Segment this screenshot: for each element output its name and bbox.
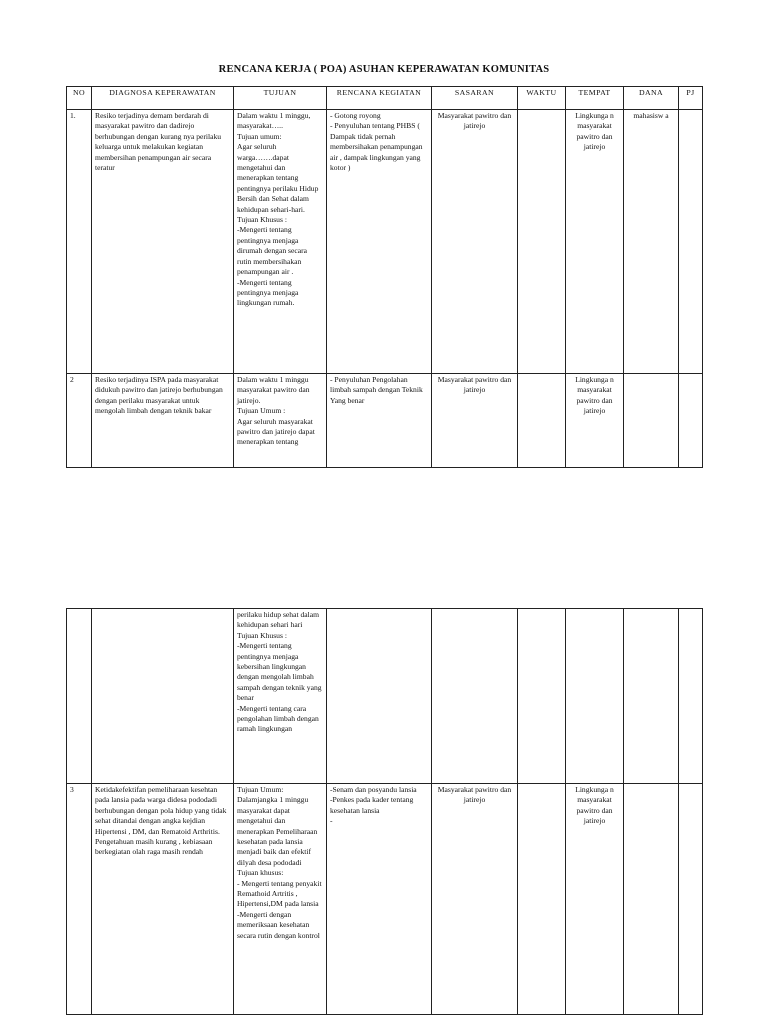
tujuan-line: Tujuan umum:	[237, 131, 282, 141]
rencana-line: - Gotong royong	[330, 111, 381, 120]
rencana-line: -Penkes pada kader tentang kesehatan lansia	[330, 795, 414, 815]
cell-rencana	[327, 609, 432, 784]
cell-dana: mahasisw a	[624, 110, 679, 374]
tujuan-line: -Mengerti tentang pentingnya menjaga dirumah dengan secara rutin membersihakan penampungan air .	[237, 225, 307, 277]
cell-pj	[679, 374, 703, 468]
tujuan-line: Dalam waktu 1 minggu masyarakat pawitro dan jatirejo.	[237, 375, 310, 405]
cell-sasaran: Masyarakat pawitro dan jatirejo	[432, 110, 518, 374]
cell-dana	[624, 374, 679, 468]
cell-rencana	[327, 784, 432, 1015]
cell-dana	[624, 784, 679, 1015]
cell-pj	[679, 784, 703, 1015]
header-diagnosa: DIAGNOSA KEPERAWATAN	[92, 87, 234, 110]
cell-no	[67, 609, 92, 784]
cell-diagnosa	[92, 609, 234, 784]
cell-tempat: Lingkunga n masyarakat pawitro dan jatirejo	[566, 374, 624, 468]
cell-tempat: Lingkunga n masyarakat pawitro dan jatirejo	[566, 784, 624, 1015]
cell-no: 1.	[67, 110, 92, 374]
table-row	[67, 374, 703, 468]
tujuan-line: Agar seluruh warga…….dapat mengetahui dan menerapkan tentang pentingnya perilaku Hidup Bersih dan Sehat dalam kehidupan sehari-hari.	[237, 142, 319, 214]
header-rencana-kegiatan: RENCANA KEGIATAN	[327, 87, 432, 110]
header-sasaran: SASARAN	[432, 87, 518, 110]
header-pj: PJ	[679, 87, 703, 110]
tujuan-line: -Mengerti tentang pentingnya menjaga lingkungan rumah.	[237, 277, 299, 308]
table-header-row	[67, 87, 703, 110]
rencana-line: -Senam dan posyandu lansia	[330, 785, 417, 794]
tujuan-line: -Mengerti tentang cara pengolahan limbah dengan ramah lingkungan	[237, 703, 319, 734]
tujuan-line: Tujuan Khusus :	[237, 215, 287, 225]
cell-tujuan	[234, 609, 327, 784]
header-waktu: WAKTU	[518, 87, 566, 110]
tujuan-line: perilaku hidup sehat dalam kehidupan sehari hari	[237, 610, 320, 630]
cell-waktu	[518, 609, 566, 784]
cell-sasaran	[432, 609, 518, 784]
rencana-line: - Penyuluhan Pengolahan limbah sampah dengan Teknik Yang benar	[330, 375, 423, 405]
tujuan-line: Tujuan Umum :	[237, 406, 286, 416]
tujuan-line: Dalamjangka 1 minggu masyarakat dapat mengetahui dan menerapkan Pemeliharaan kesehatan pada lansia menjadi baik dan efektif dilyah desa pododadi	[237, 795, 318, 867]
cell-sasaran: Masyarakat pawitro dan jatirejo	[432, 374, 518, 468]
tujuan-line: Tujuan Umum:	[237, 785, 284, 794]
header-tempat: TEMPAT	[566, 87, 624, 110]
cell-waktu	[518, 110, 566, 374]
cell-tujuan	[234, 784, 327, 1015]
cell-pj	[679, 110, 703, 374]
tujuan-line: Dalam waktu 1 minggu, masyarakat…..	[237, 111, 311, 131]
header-no: NO	[67, 87, 92, 110]
cell-rencana	[327, 110, 432, 374]
cell-diagnosa: Resiko terjadinya ISPA pada masyarakat didukuh pawitro dan jatirejo berhubungan dengan perilaku masyarakat untuk mengolah limbah dengan teknik bakar	[92, 374, 234, 468]
header-tujuan: TUJUAN	[234, 87, 327, 110]
cell-no: 3	[67, 784, 92, 1015]
cell-dana	[624, 609, 679, 784]
rencana-line: - Penyuluhan tentang PHBS ( Dampak tidak pernah membersihakan penampungan air , dampak lingkungan yang kotor )	[330, 121, 423, 173]
tujuan-line: - Mengerti tentang penyakit Remathoid Artritis , Hipertensi,DM pada lansia	[237, 878, 322, 909]
cell-sasaran: Masyarakat pawitro dan jatirejo	[432, 784, 518, 1015]
rencana-line: -	[330, 816, 333, 826]
cell-tempat	[566, 609, 624, 784]
cell-rencana	[327, 374, 432, 468]
tujuan-line: Tujuan khusus:	[237, 868, 284, 878]
cell-tujuan	[234, 374, 327, 468]
tujuan-line: -Mengerti tentang pentingnya menjaga kebersihan lingkungan dengan mengolah limbah sampah dengan teknik yang benar	[237, 641, 322, 703]
header-dana: DANA	[624, 87, 679, 110]
poa-table-page2	[66, 608, 703, 1015]
cell-diagnosa: Resiko terjadinya demam berdarah di masyarakat pawitro dan dadirejo berhubungan dengan kurang nya perilaku keluarga untuk melakukan kegiatan membersihan penampungan air secara teratur	[92, 110, 234, 374]
document-title: RENCANA KERJA ( POA) ASUHAN KEPERAWATAN KOMUNITAS	[218, 64, 550, 75]
poa-table-page1	[66, 86, 703, 468]
table-row	[67, 110, 703, 374]
tujuan-line: Tujuan Khusus :	[237, 630, 287, 640]
cell-waktu	[518, 784, 566, 1015]
table-row	[67, 784, 703, 1015]
tujuan-line: -Mengerti dengan memeriksaan kesehatan secara rutin dengan kontrol	[237, 909, 320, 940]
cell-tujuan	[234, 110, 327, 374]
cell-diagnosa: Ketidakefektifan pemeliharaan kesehtan pada lansia pada warga didesa pododadi berhubungan dengan pola hidup yang tidak sehat ditandai dengan angka kejdian Hipertensi , DM, dan Rematoid Arthritis. Pengetahuan masih kurang , kebiasaan berkegiatan olah raga masih rendah	[92, 784, 234, 1015]
cell-tempat: Lingkunga n masyarakat pawitro dan jatirejo	[566, 110, 624, 374]
table-row	[67, 609, 703, 784]
cell-no: 2	[67, 374, 92, 468]
cell-pj	[679, 609, 703, 784]
cell-waktu	[518, 374, 566, 468]
tujuan-line: Agar seluruh masyarakat pawitro dan jatirejo dapat menerapkan tentang	[237, 416, 315, 447]
